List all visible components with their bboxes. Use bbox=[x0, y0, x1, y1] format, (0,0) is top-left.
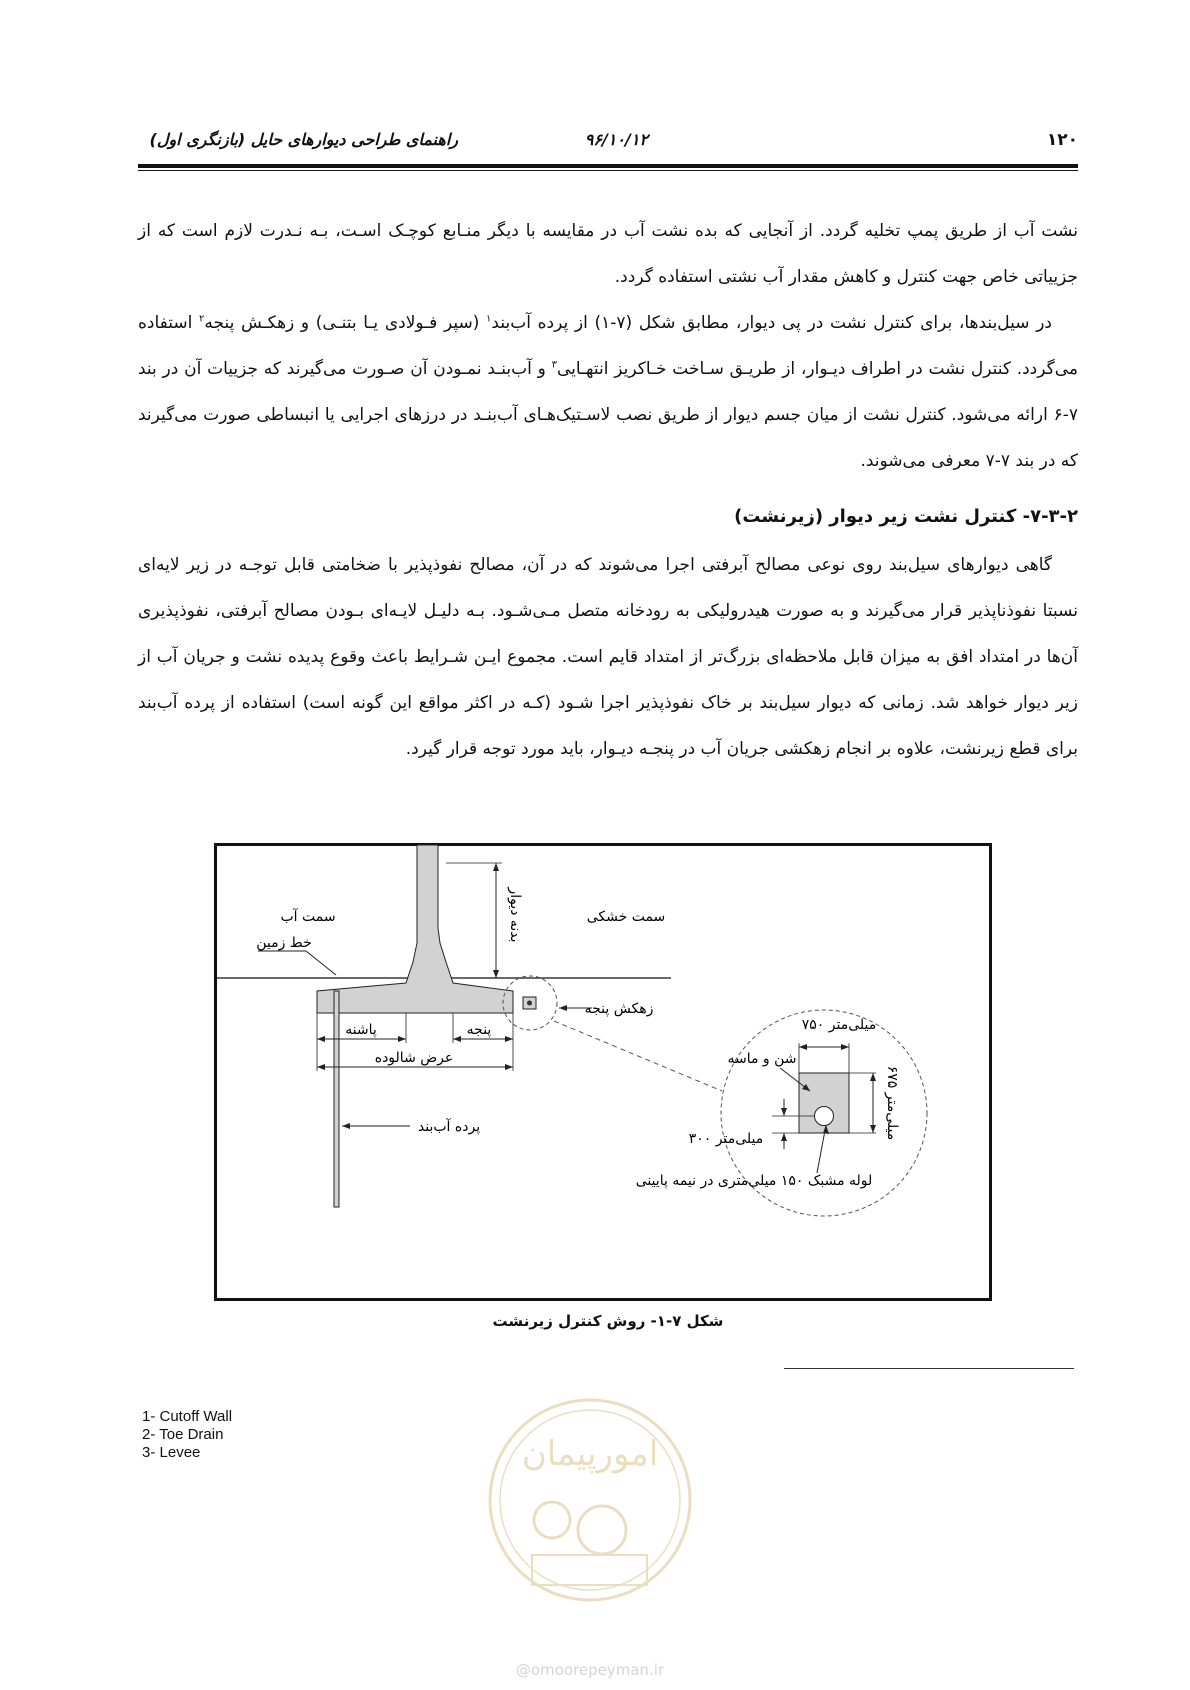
section-heading: ۷-۳-۲- کنترل نشت زیر دیوار (زیرنشت) bbox=[734, 506, 1078, 527]
watermark-text: امورپیمان bbox=[521, 1434, 659, 1474]
footnote-rule bbox=[784, 1368, 1074, 1369]
footnotes bbox=[142, 1408, 232, 1462]
label-gravel-sand: شن و ماسه bbox=[727, 1051, 797, 1067]
header-date: ۹۶/۱۰/۱۲ bbox=[584, 130, 648, 149]
footnote-ref-2[interactable]: ۲ bbox=[199, 313, 205, 325]
label-water-side: سمت آب bbox=[280, 909, 336, 925]
running-title: راهنمای طراحی دیوارهای حایل (بازنگری اول) bbox=[149, 130, 458, 149]
paragraph-3: گاهی دیوارهای سیل‌بند روی نوعی مصالح آبرفتی اجرا می‌شوند که در آن، مصالح نفوذپذیر با ضخامتی قابل توجـه در زیر لایه‌ای نسبتا نفوذناپذیر قرار می‌گیرند و به صورت هیدرولیکی به رودخانه متصل مـی‌شـود. بـه دلیـل لایـه‌ای بـودن مصالح آبرفتی، نفوذپذیری آن‌ها در امتداد افق به میزان قابل ملاحظه‌ای بزرگ‌تر از امتداد قایم است. مجموع ایـن شـرایط باعث وقوع پدیده نشت و جریان آب از زیر دیوار خواهد شد. زمانی که دیوار سیل‌بند بر خاک نفوذپذیر اجرا شـود (کـه در اکثر مواقع این گونه است) استفاده از پرده آب‌بند برای قطع زیرنشت، علاوه بر انجام زهکشی جریان آب در پنجـه دیـوار، باید مورد توجه قرار گیرد. bbox=[138, 555, 1078, 759]
label-toe: پنجه bbox=[466, 1022, 492, 1038]
label-wall-body: بدنه دیوار bbox=[507, 887, 523, 943]
paragraph-2: در سیل‌بندها، برای کنترل نشت در پی دیوار، مطابق شکل (۷-۱) از پرده آب‌بند$^۱$ (سپر فـولادی یـا بتنـی) و زهکـش پنجه$^۲$ استفاده می‌گردد. کنترل نشت در اطراف دیـوار، از طریـق سـاخت خـاکریز انتهـایی$^۳$ و آب‌بنـد نمـودن آن صـورت می‌گیرند که جزییات آن در بند ۷-۶ ارائه می‌شود. کنترل نشت از میان جسم دیوار از طریق نصب لاسـتیک‌هـای آب‌بنـد در درزهای اجرایی یا انبساطی صورت می‌گیرند که در بند ۷-۷ معرفی می‌شوند. bbox=[138, 313, 1078, 471]
page-header bbox=[138, 128, 1078, 168]
cutoff-wall-shape bbox=[334, 991, 339, 1207]
label-dim-675: ۶۷۵ میلی‌متر bbox=[884, 1065, 900, 1141]
body-text bbox=[138, 208, 1078, 772]
footnote-ref-1[interactable]: ۱ bbox=[486, 313, 492, 325]
paragraph-1: نشت آب از طریق پمپ تخلیه گردد. از آنجایی که بده نشت آب در مقایسه با دیگر منـابع کوچـک اسـت، بـه نـدرت لازم است که از جزییاتی خاص جهت کنترل و کاهش مقدار آب نشتی استفاده گردد. bbox=[138, 221, 1078, 287]
retaining-wall bbox=[317, 845, 513, 1013]
label-dim-750: ۷۵۰ میلی‌متر bbox=[801, 1017, 877, 1033]
label-toe-drain: زهکش پنجه bbox=[584, 1001, 654, 1017]
perforated-pipe bbox=[815, 1107, 834, 1126]
label-dry-side: سمت خشکی bbox=[586, 909, 666, 925]
footnote-ref-3[interactable]: ۳ bbox=[551, 359, 557, 371]
label-heel: پاشنه bbox=[345, 1022, 377, 1038]
seepage-control-figure bbox=[214, 843, 992, 1301]
header-rule-thin bbox=[138, 170, 1078, 171]
footnote-3: 3- Levee bbox=[142, 1444, 201, 1461]
label-cutoff-wall: پرده آب‌بند bbox=[417, 1119, 481, 1135]
footnote-2: 2- Toe Drain bbox=[142, 1426, 224, 1443]
label-pipe: لوله مشبک ۱۵۰ میلی‌متری در نیمه پایینی bbox=[635, 1173, 873, 1189]
label-footing-width: عرض شالوده bbox=[374, 1050, 454, 1066]
label-dim-300: ۳۰۰ میلی‌متر bbox=[688, 1131, 764, 1147]
label-ground-line: خط زمین bbox=[256, 935, 312, 951]
page-number: ۱۲۰ bbox=[1046, 130, 1078, 150]
footnote-1: 1- Cutoff Wall bbox=[142, 1408, 233, 1425]
figure-caption: شکل ۷-۱- روش کنترل زیرنشت bbox=[492, 1312, 724, 1330]
header-rule bbox=[138, 164, 1078, 168]
watermark-logo bbox=[472, 1370, 712, 1690]
watermark-site: @omoorepeyman.ir bbox=[515, 1661, 665, 1679]
